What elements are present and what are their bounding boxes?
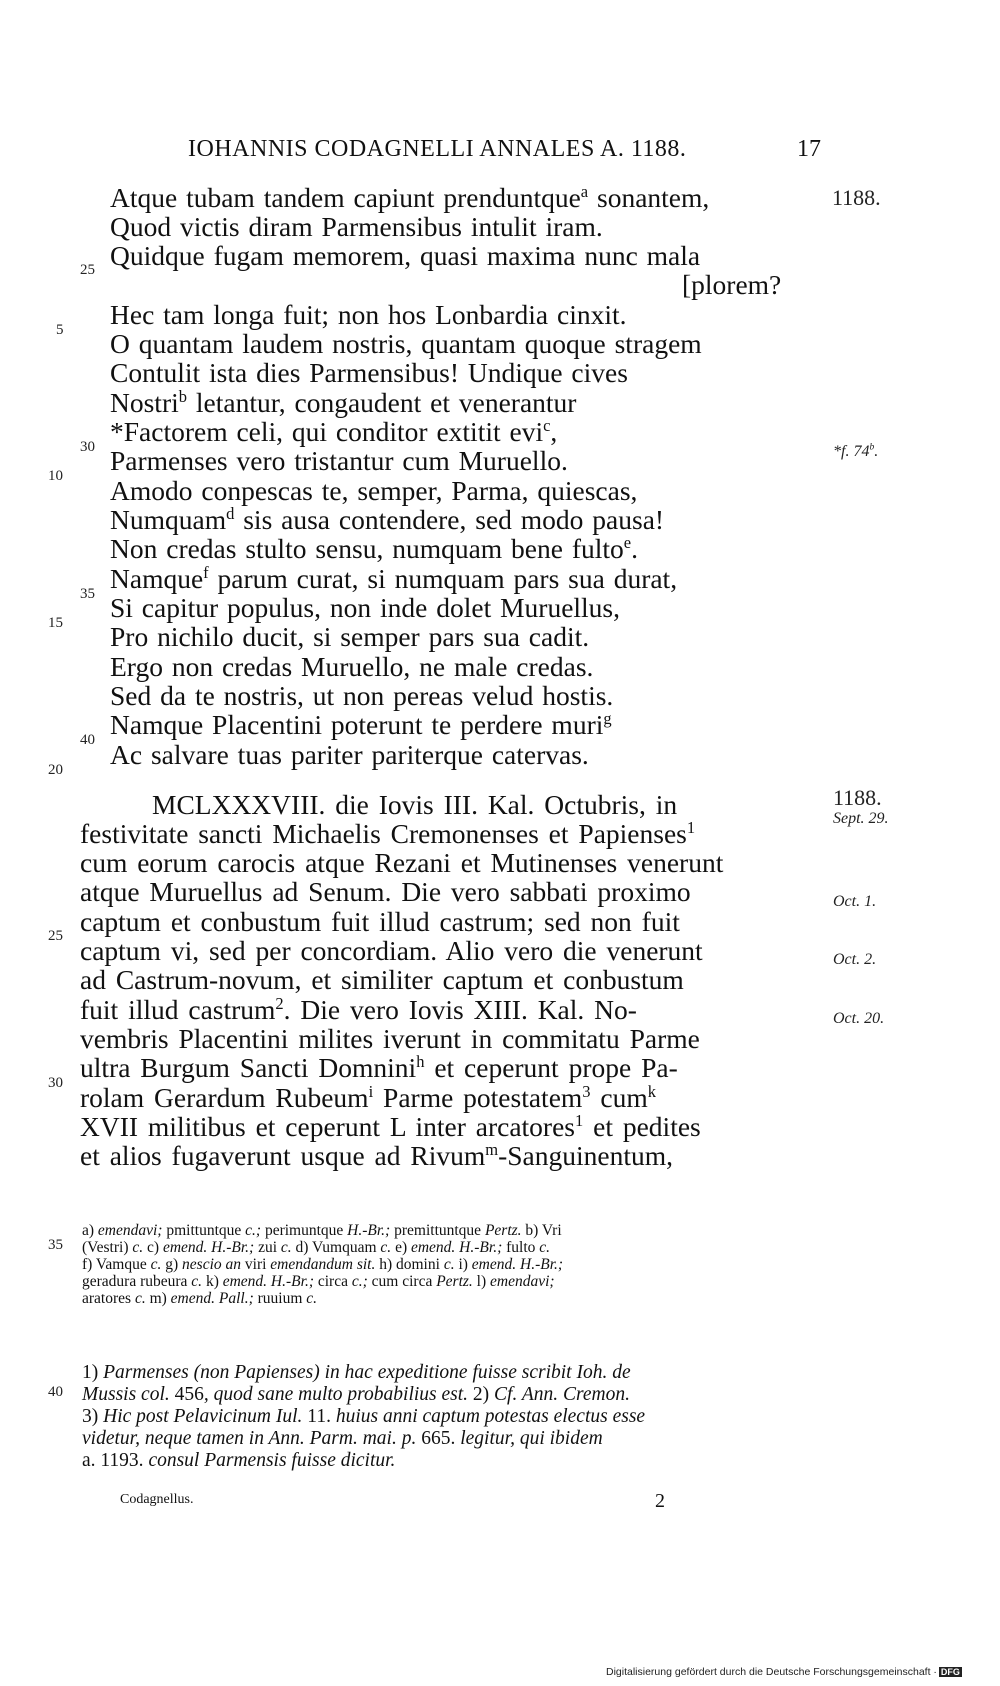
page-number: 17 (797, 136, 821, 162)
verse-line: Non credas stulto sensu, numquam bene fulto$^e$. (110, 532, 638, 564)
prose-line: et alios fugaverunt usque ad Rivum$^m$-Sanguinentum, (80, 1139, 674, 1171)
verse-line: Hec tam longa fuit; non hos Lonbardia cinxit. (110, 299, 627, 330)
verse-line: Atque tubam tandem capiunt prenduntque$^a$ sonantem, (110, 181, 710, 213)
line-number: 30 (80, 439, 95, 455)
credit-text: Digitalisierung gefördert durch die Deutsche Forschungsgemeinschaft · (606, 1666, 937, 1678)
line-number: 40 (80, 732, 95, 748)
footnote-line: geradura rubeura c. k) emend. H.-Br.; circa c.; cum circa Pertz. l) emendavi; (82, 1273, 555, 1290)
verse-line: Ac salvare tuas pariter pariterque catervas. (110, 739, 589, 770)
prose-line: captum et conbustum fuit illud castrum; sed non fuit (80, 906, 680, 937)
running-header (0, 136, 1000, 172)
line-number: 25 (48, 928, 63, 944)
dfg-logo: DFG (940, 1667, 960, 1677)
prose-line: fuit illud castrum$^2$. Die vero Iovis XIII. Kal. No- (80, 993, 637, 1025)
line-number: 5 (56, 322, 64, 338)
verse-line: Quod victis diram Parmensibus intulit iram. (110, 211, 603, 242)
line-number: 20 (48, 762, 63, 778)
margin-date: Oct. 1. (833, 893, 877, 910)
digitization-credit (606, 1666, 962, 1678)
prose-line: MCLXXXVIII. die Iovis III. Kal. Octubris, in (152, 789, 678, 820)
footnote-line: a) emendavi; pmittuntque c.; perimuntque H.-Br.; premittuntque Pertz. b) Vri (82, 1222, 562, 1239)
historical-note-line: videtur, neque tamen in Ann. Parm. mai. p. 665. legitur, qui ibidem (82, 1428, 603, 1449)
prose-line: ad Castrum-novum, et similiter captum et conbustum (80, 964, 684, 995)
page-title: IOHANNIS CODAGNELLI ANNALES A. 1188. (188, 136, 687, 162)
footnote-line: (Vestri) c. c) emend. H.-Br.; zui c. d) Vumquam c. e) emend. H.-Br.; fulto c. (82, 1239, 551, 1256)
historical-note-line: 3) Hic post Pelavicinum Iul. 11. huius anni captum potestas electus esse (82, 1406, 646, 1427)
verse-line: Sed da te nostris, ut non pereas velud hostis. (110, 680, 614, 711)
prose-line: cum eorum carocis atque Rezani et Mutinenses venerunt (80, 847, 724, 878)
line-number: 25 (80, 262, 95, 278)
verse-line-continuation: [plorem? (682, 269, 782, 300)
prose-line: ultra Burgum Sancti Domnini$^h$ et ceperunt prope Pa- (80, 1051, 678, 1083)
margin-date: Oct. 2. (833, 951, 877, 968)
margin-folio: *f. 74$^b$. (833, 441, 879, 460)
verse-line: Namque Placentini poterunt te perdere muri$^g$ (110, 708, 612, 740)
line-number: 30 (48, 1075, 63, 1091)
historical-note-line: Mussis col. 456, quod sane multo probabilius est. 2) Cf. Ann. Cremon. (82, 1384, 630, 1405)
signature-number: 2 (655, 1490, 665, 1512)
verse-line: Pro nichilo ducit, si semper pars sua cadit. (110, 621, 590, 652)
prose-line: atque Muruellus ad Senum. Die vero sabbati proximo (80, 876, 691, 907)
verse-line: Contulit ista dies Parmensibus! Undique cives (110, 357, 628, 388)
verse-line: Si capitur populus, non inde dolet Muruellus, (110, 592, 621, 623)
line-number: 35 (80, 586, 95, 602)
verse-line: Amodo conpescas te, semper, Parma, quiescas, (110, 475, 638, 506)
margin-date: Oct. 20. (833, 1010, 885, 1027)
footnote-line: aratores c. m) emend. Pall.; ruuium c. (82, 1290, 318, 1307)
margin-year: 1188. (832, 185, 881, 210)
line-number: 15 (48, 615, 63, 631)
historical-note-line: 1) Parmenses (non Papienses) in hac expeditione fuisse scribit Ioh. de (82, 1362, 631, 1383)
line-number: 35 (48, 1237, 63, 1253)
line-number: 10 (48, 468, 63, 484)
verse-line: Nostri$^b$ letantur, congaudent et venerantur (110, 386, 577, 418)
line-number: 40 (48, 1384, 63, 1400)
verse-line: Ergo non credas Muruello, ne male credas. (110, 651, 594, 682)
verse-line: Quidque fugam memorem, quasi maxima nunc mala (110, 240, 701, 271)
verse-line: Namque$^f$ parum curat, si numquam pars sua durat, (110, 562, 678, 594)
prose-line: XVII militibus et ceperunt L inter arcatores$^1$ et pedites (80, 1110, 701, 1142)
prose-line: captum vi, sed per concordiam. Alio vero die venerunt (80, 935, 703, 966)
verse-line: O quantam laudem nostris, quantam quoque stragem (110, 328, 702, 359)
verse-line: Numquam$^d$ sis ausa contendere, sed modo pausa! (110, 503, 665, 535)
prose-line: vembris Placentini milites iverunt in commitatu Parme (80, 1023, 700, 1054)
verse-line: Parmenses vero tristantur cum Muruello. (110, 445, 568, 476)
historical-note-line: a. 1193. consul Parmensis fuisse dicitur. (82, 1450, 396, 1471)
margin-date: Sept. 29. (833, 810, 889, 827)
margin-year: 1188. (833, 785, 882, 810)
footnote-line: f) Vamque c. g) nescio an viri emendandum sit. h) domini c. i) emend. H.-Br.; (82, 1256, 564, 1273)
verse-line: *Factorem celi, qui conditor extitit evi$^c$, (110, 415, 558, 447)
prose-line: rolam Gerardum Rubeum$^i$ Parme potestatem$^3$ cum$^k$ (80, 1081, 657, 1113)
prose-line: festivitate sancti Michaelis Cremonenses et Papienses$^1$ (80, 817, 696, 849)
signature-mark: Codagnellus. (120, 1492, 194, 1507)
